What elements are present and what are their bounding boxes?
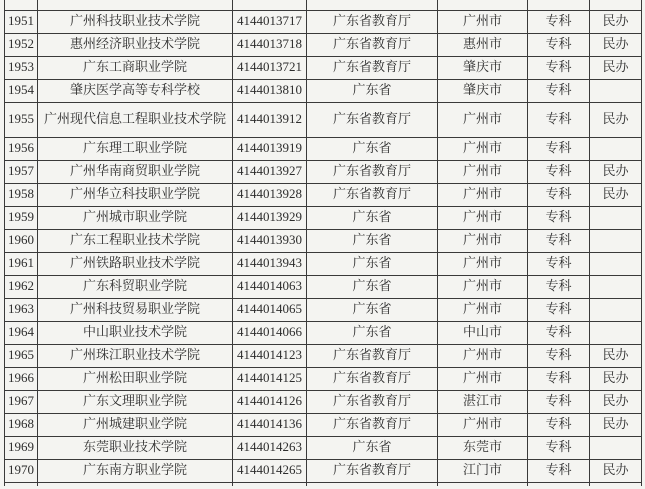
table-row <box>5 275 642 298</box>
cell-school-name: 广州铁路职业技术学院 <box>38 252 233 275</box>
cell-supervising-authority: 广东省教育厅 <box>307 33 438 56</box>
cell-school-name: 广州华立科技职业学院 <box>38 183 233 206</box>
cutoff-row-top <box>5 0 642 10</box>
cell-school-code: 4144013810 <box>233 79 307 102</box>
cell-row-number: 1957 <box>5 160 38 183</box>
cell-supervising-authority: 广东省教育厅 <box>307 102 438 137</box>
cell-school-name: 广州城市职业学院 <box>38 206 233 229</box>
cell-city: 广州市 <box>438 252 528 275</box>
cell-row-number: 1963 <box>5 298 38 321</box>
cell-school-code: 4144014123 <box>233 344 307 367</box>
cell-city: 广州市 <box>438 10 528 33</box>
cell-row-number: 1969 <box>5 436 38 459</box>
table-row <box>5 229 642 252</box>
cell-city: 广州市 <box>438 275 528 298</box>
cutoff-cell <box>307 482 438 486</box>
cell-supervising-authority: 广东省 <box>307 79 438 102</box>
cell-school-code: 4144014125 <box>233 367 307 390</box>
cell-row-number: 1952 <box>5 33 38 56</box>
cell-school-code: 4144013912 <box>233 102 307 137</box>
cell-school-code: 4144014136 <box>233 413 307 436</box>
table-row <box>5 102 642 137</box>
cell-education-level: 专科 <box>528 367 590 390</box>
cell-ownership-type: 民办 <box>590 183 642 206</box>
cutoff-cell <box>38 482 233 486</box>
cell-supervising-authority: 广东省教育厅 <box>307 344 438 367</box>
cell-row-number: 1960 <box>5 229 38 252</box>
cell-row-number: 1965 <box>5 344 38 367</box>
table-row <box>5 33 642 56</box>
cell-city: 江门市 <box>438 459 528 482</box>
table-row <box>5 344 642 367</box>
cutoff-row-bottom <box>5 482 642 486</box>
table-row <box>5 459 642 482</box>
cutoff-cell <box>438 0 528 10</box>
table-row <box>5 413 642 436</box>
cell-row-number: 1968 <box>5 413 38 436</box>
cell-ownership-type: 民办 <box>590 459 642 482</box>
cell-school-name: 广州科技贸易职业学院 <box>38 298 233 321</box>
cutoff-cell <box>590 482 642 486</box>
cell-school-name: 广州现代信息工程职业技术学院 <box>38 102 233 137</box>
cell-education-level: 专科 <box>528 459 590 482</box>
cell-city: 广州市 <box>438 344 528 367</box>
cell-education-level: 专科 <box>528 79 590 102</box>
cell-supervising-authority: 广东省教育厅 <box>307 390 438 413</box>
cell-city: 肇庆市 <box>438 56 528 79</box>
cell-ownership-type: 民办 <box>590 160 642 183</box>
table-row <box>5 321 642 344</box>
cell-school-code: 4144013929 <box>233 206 307 229</box>
table-row <box>5 436 642 459</box>
cell-supervising-authority: 广东省 <box>307 275 438 298</box>
cell-supervising-authority: 广东省教育厅 <box>307 367 438 390</box>
cell-school-code: 4144013717 <box>233 10 307 33</box>
cell-education-level: 专科 <box>528 183 590 206</box>
cell-ownership-type: 民办 <box>590 390 642 413</box>
cell-ownership-type <box>590 321 642 344</box>
cell-supervising-authority: 广东省教育厅 <box>307 459 438 482</box>
cutoff-cell <box>528 482 590 486</box>
cell-ownership-type: 民办 <box>590 413 642 436</box>
cell-education-level: 专科 <box>528 56 590 79</box>
cell-ownership-type: 民办 <box>590 344 642 367</box>
table-row <box>5 206 642 229</box>
cell-education-level: 专科 <box>528 252 590 275</box>
cell-supervising-authority: 广东省教育厅 <box>307 56 438 79</box>
cell-school-code: 4144013718 <box>233 33 307 56</box>
cutoff-cell <box>307 0 438 10</box>
cell-supervising-authority: 广东省教育厅 <box>307 160 438 183</box>
table-row <box>5 367 642 390</box>
table-row <box>5 298 642 321</box>
cell-row-number: 1956 <box>5 137 38 160</box>
cell-school-code: 4144014066 <box>233 321 307 344</box>
cell-education-level: 专科 <box>528 390 590 413</box>
cell-school-code: 4144014063 <box>233 275 307 298</box>
cell-school-code: 4144014265 <box>233 459 307 482</box>
table-row <box>5 252 642 275</box>
cell-city: 肇庆市 <box>438 79 528 102</box>
cell-supervising-authority: 广东省 <box>307 252 438 275</box>
cell-school-name: 广东文理职业学院 <box>38 390 233 413</box>
cell-education-level: 专科 <box>528 298 590 321</box>
cell-city: 广州市 <box>438 298 528 321</box>
cell-city: 惠州市 <box>438 33 528 56</box>
cell-education-level: 专科 <box>528 344 590 367</box>
cell-supervising-authority: 广东省教育厅 <box>307 413 438 436</box>
cell-school-code: 4144013721 <box>233 56 307 79</box>
cell-ownership-type: 民办 <box>590 102 642 137</box>
cell-education-level: 专科 <box>528 10 590 33</box>
cell-education-level: 专科 <box>528 160 590 183</box>
table-row <box>5 79 642 102</box>
cell-school-name: 广州华南商贸职业学院 <box>38 160 233 183</box>
cell-school-name: 广州珠江职业技术学院 <box>38 344 233 367</box>
cell-ownership-type <box>590 252 642 275</box>
table-row <box>5 160 642 183</box>
cell-school-name: 广州科技职业技术学院 <box>38 10 233 33</box>
cell-row-number: 1953 <box>5 56 38 79</box>
cell-city: 广州市 <box>438 229 528 252</box>
cell-ownership-type <box>590 436 642 459</box>
cell-school-name: 东莞职业技术学院 <box>38 436 233 459</box>
cell-row-number: 1954 <box>5 79 38 102</box>
cell-school-code: 4144014126 <box>233 390 307 413</box>
cell-school-code: 4144014263 <box>233 436 307 459</box>
table-row <box>5 390 642 413</box>
cell-city: 广州市 <box>438 160 528 183</box>
table-row <box>5 137 642 160</box>
cell-school-code: 4144013928 <box>233 183 307 206</box>
cutoff-cell <box>233 482 307 486</box>
cutoff-cell <box>38 0 233 10</box>
cell-education-level: 专科 <box>528 275 590 298</box>
cell-supervising-authority: 广东省教育厅 <box>307 10 438 33</box>
cell-school-name: 广东工程职业技术学院 <box>38 229 233 252</box>
cell-school-name: 广州城建职业学院 <box>38 413 233 436</box>
cell-row-number: 1966 <box>5 367 38 390</box>
cell-ownership-type <box>590 275 642 298</box>
cell-ownership-type: 民办 <box>590 367 642 390</box>
cell-supervising-authority: 广东省教育厅 <box>307 183 438 206</box>
cell-ownership-type <box>590 229 642 252</box>
cell-city: 东莞市 <box>438 436 528 459</box>
cell-city: 湛江市 <box>438 390 528 413</box>
table-row <box>5 56 642 79</box>
cell-row-number: 1955 <box>5 102 38 137</box>
cell-city: 广州市 <box>438 206 528 229</box>
cell-education-level: 专科 <box>528 229 590 252</box>
cell-row-number: 1964 <box>5 321 38 344</box>
cell-city: 广州市 <box>438 413 528 436</box>
cell-school-code: 4144014065 <box>233 298 307 321</box>
cell-school-name: 广东工商职业学院 <box>38 56 233 79</box>
cell-supervising-authority: 广东省 <box>307 137 438 160</box>
cutoff-cell <box>528 0 590 10</box>
cell-city: 广州市 <box>438 102 528 137</box>
cell-ownership-type: 民办 <box>590 56 642 79</box>
cell-supervising-authority: 广东省 <box>307 436 438 459</box>
cell-ownership-type <box>590 79 642 102</box>
cutoff-cell <box>590 0 642 10</box>
table-row <box>5 10 642 33</box>
cell-supervising-authority: 广东省 <box>307 206 438 229</box>
cell-city: 广州市 <box>438 183 528 206</box>
cell-education-level: 专科 <box>528 137 590 160</box>
cell-school-code: 4144013927 <box>233 160 307 183</box>
cell-row-number: 1951 <box>5 10 38 33</box>
cell-ownership-type: 民办 <box>590 10 642 33</box>
cell-supervising-authority: 广东省 <box>307 321 438 344</box>
cell-supervising-authority: 广东省 <box>307 229 438 252</box>
cell-school-name: 肇庆医学高等专科学校 <box>38 79 233 102</box>
cutoff-cell <box>438 482 528 486</box>
cutoff-cell <box>233 0 307 10</box>
cell-city: 中山市 <box>438 321 528 344</box>
cell-school-code: 4144013919 <box>233 137 307 160</box>
cell-school-name: 广州松田职业学院 <box>38 367 233 390</box>
cell-school-name: 中山职业技术学院 <box>38 321 233 344</box>
cell-ownership-type <box>590 206 642 229</box>
cell-row-number: 1961 <box>5 252 38 275</box>
cell-row-number: 1959 <box>5 206 38 229</box>
cell-school-code: 4144013943 <box>233 252 307 275</box>
cell-education-level: 专科 <box>528 102 590 137</box>
cell-row-number: 1962 <box>5 275 38 298</box>
cell-city: 广州市 <box>438 137 528 160</box>
cell-row-number: 1967 <box>5 390 38 413</box>
cell-ownership-type: 民办 <box>590 33 642 56</box>
table-row <box>5 183 642 206</box>
cell-school-code: 4144013930 <box>233 229 307 252</box>
cell-school-name: 广东南方职业学院 <box>38 459 233 482</box>
cell-education-level: 专科 <box>528 206 590 229</box>
cell-education-level: 专科 <box>528 436 590 459</box>
cell-supervising-authority: 广东省 <box>307 298 438 321</box>
cell-school-name: 广东理工职业学院 <box>38 137 233 160</box>
cell-row-number: 1958 <box>5 183 38 206</box>
cell-school-name: 广东科贸职业学院 <box>38 275 233 298</box>
cell-city: 广州市 <box>438 367 528 390</box>
cell-education-level: 专科 <box>528 413 590 436</box>
cell-education-level: 专科 <box>528 33 590 56</box>
cell-school-name: 惠州经济职业技术学院 <box>38 33 233 56</box>
cell-row-number: 1970 <box>5 459 38 482</box>
cell-ownership-type <box>590 137 642 160</box>
cutoff-cell <box>5 482 38 486</box>
universities-table <box>4 0 642 486</box>
cutoff-cell <box>5 0 38 10</box>
cell-education-level: 专科 <box>528 321 590 344</box>
cell-ownership-type <box>590 298 642 321</box>
